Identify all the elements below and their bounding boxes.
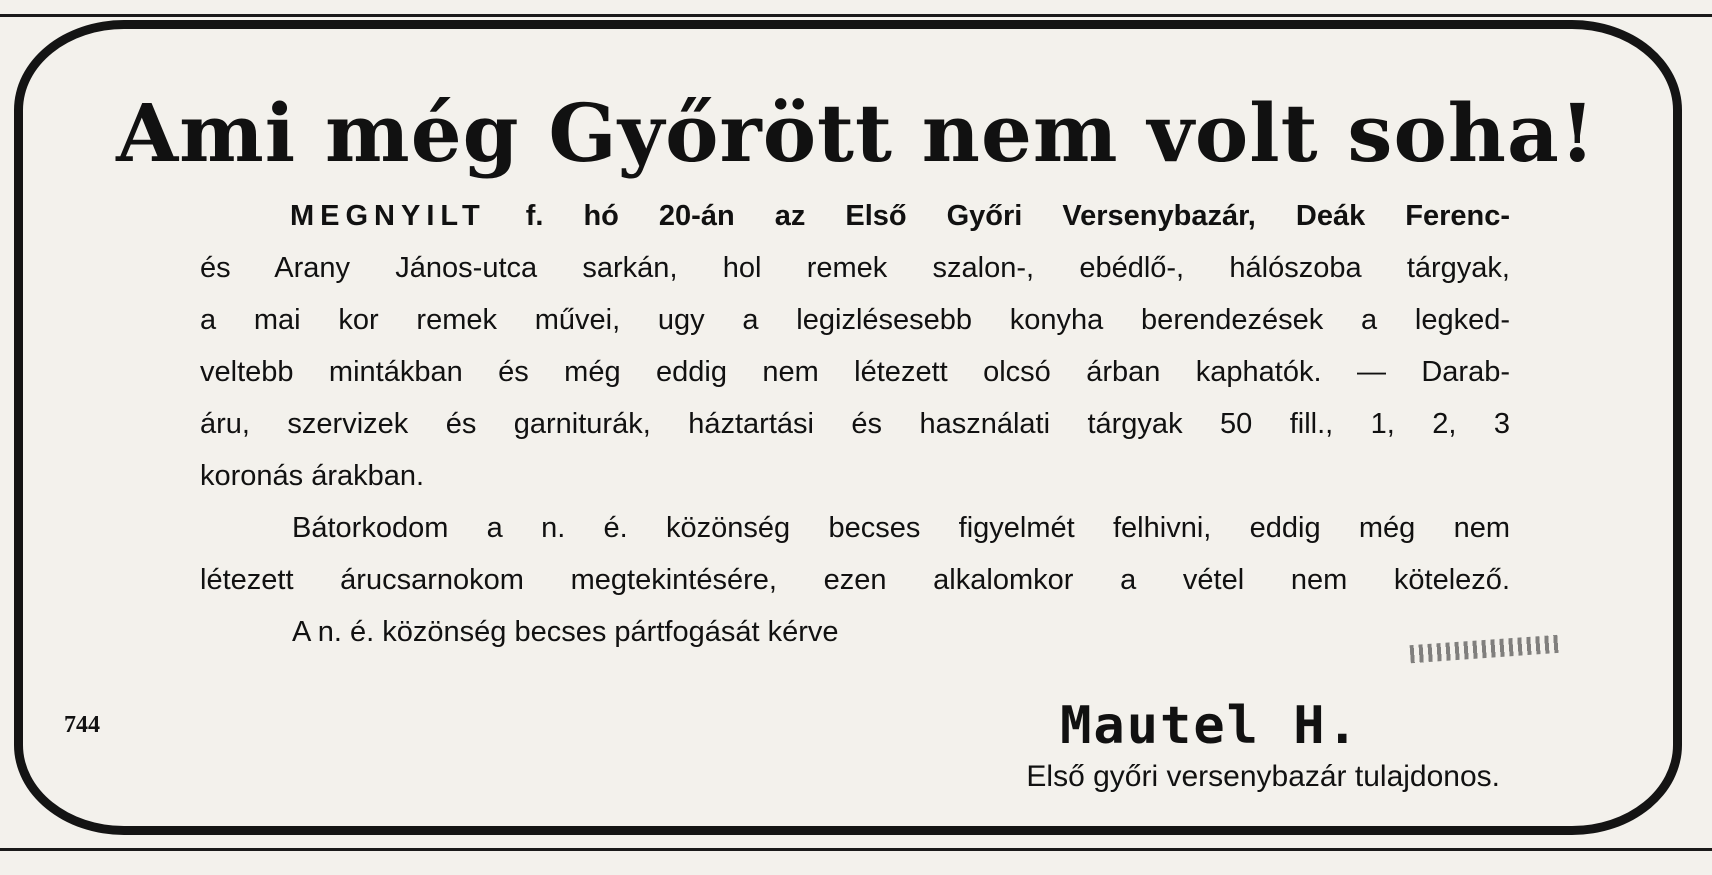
top-rule (0, 14, 1712, 17)
bottom-rule (0, 848, 1712, 851)
signature-title: Első győri versenybazár tulajdonos. (1026, 760, 1500, 793)
paragraph-1-line-2: és Arany János-utca sarkán, hol remek szalon-, ebédlő-, hálószoba tárgyak, (200, 252, 1510, 284)
paragraph-1-line-3: a mai kor remek művei, ugy a legizlésesebb konyha berendezések a legked- (200, 304, 1510, 336)
ad-number: 744 (64, 712, 100, 738)
paragraph-1-line-4: veltebb mintákban és még eddig nem létezett olcsó árban kaphatók. — Darab- (200, 356, 1510, 388)
paragraph-1-line-1 (290, 190, 1510, 242)
headline: Ami még Győrött nem volt soha! (116, 86, 1596, 180)
paragraph-1-line-5: áru, szervizek és garniturák, háztartási és használati tárgyak 50 fill., 1, 2, 3 (200, 408, 1510, 440)
opening-word: MEGNYILT (290, 200, 486, 232)
paragraph-2-line-1: Bátorkodom a n. é. közönség becses figyelmét felhivni, eddig még nem (292, 512, 1510, 544)
paragraph-3-line-1: A n. é. közönség becses pártfogását kérve (292, 616, 839, 648)
paragraph-2-line-2: létezett árucsarnokom megtekintésére, ezen alkalomkor a vétel nem kötelező. (200, 564, 1510, 596)
signature-name: Mautel H. (1060, 696, 1360, 756)
opening-line-text: f. hó 20-án az Első Győri Versenybazár, Deák Ferenc- (525, 200, 1510, 232)
paragraph-1-line-6: koronás árakban. (200, 460, 425, 492)
